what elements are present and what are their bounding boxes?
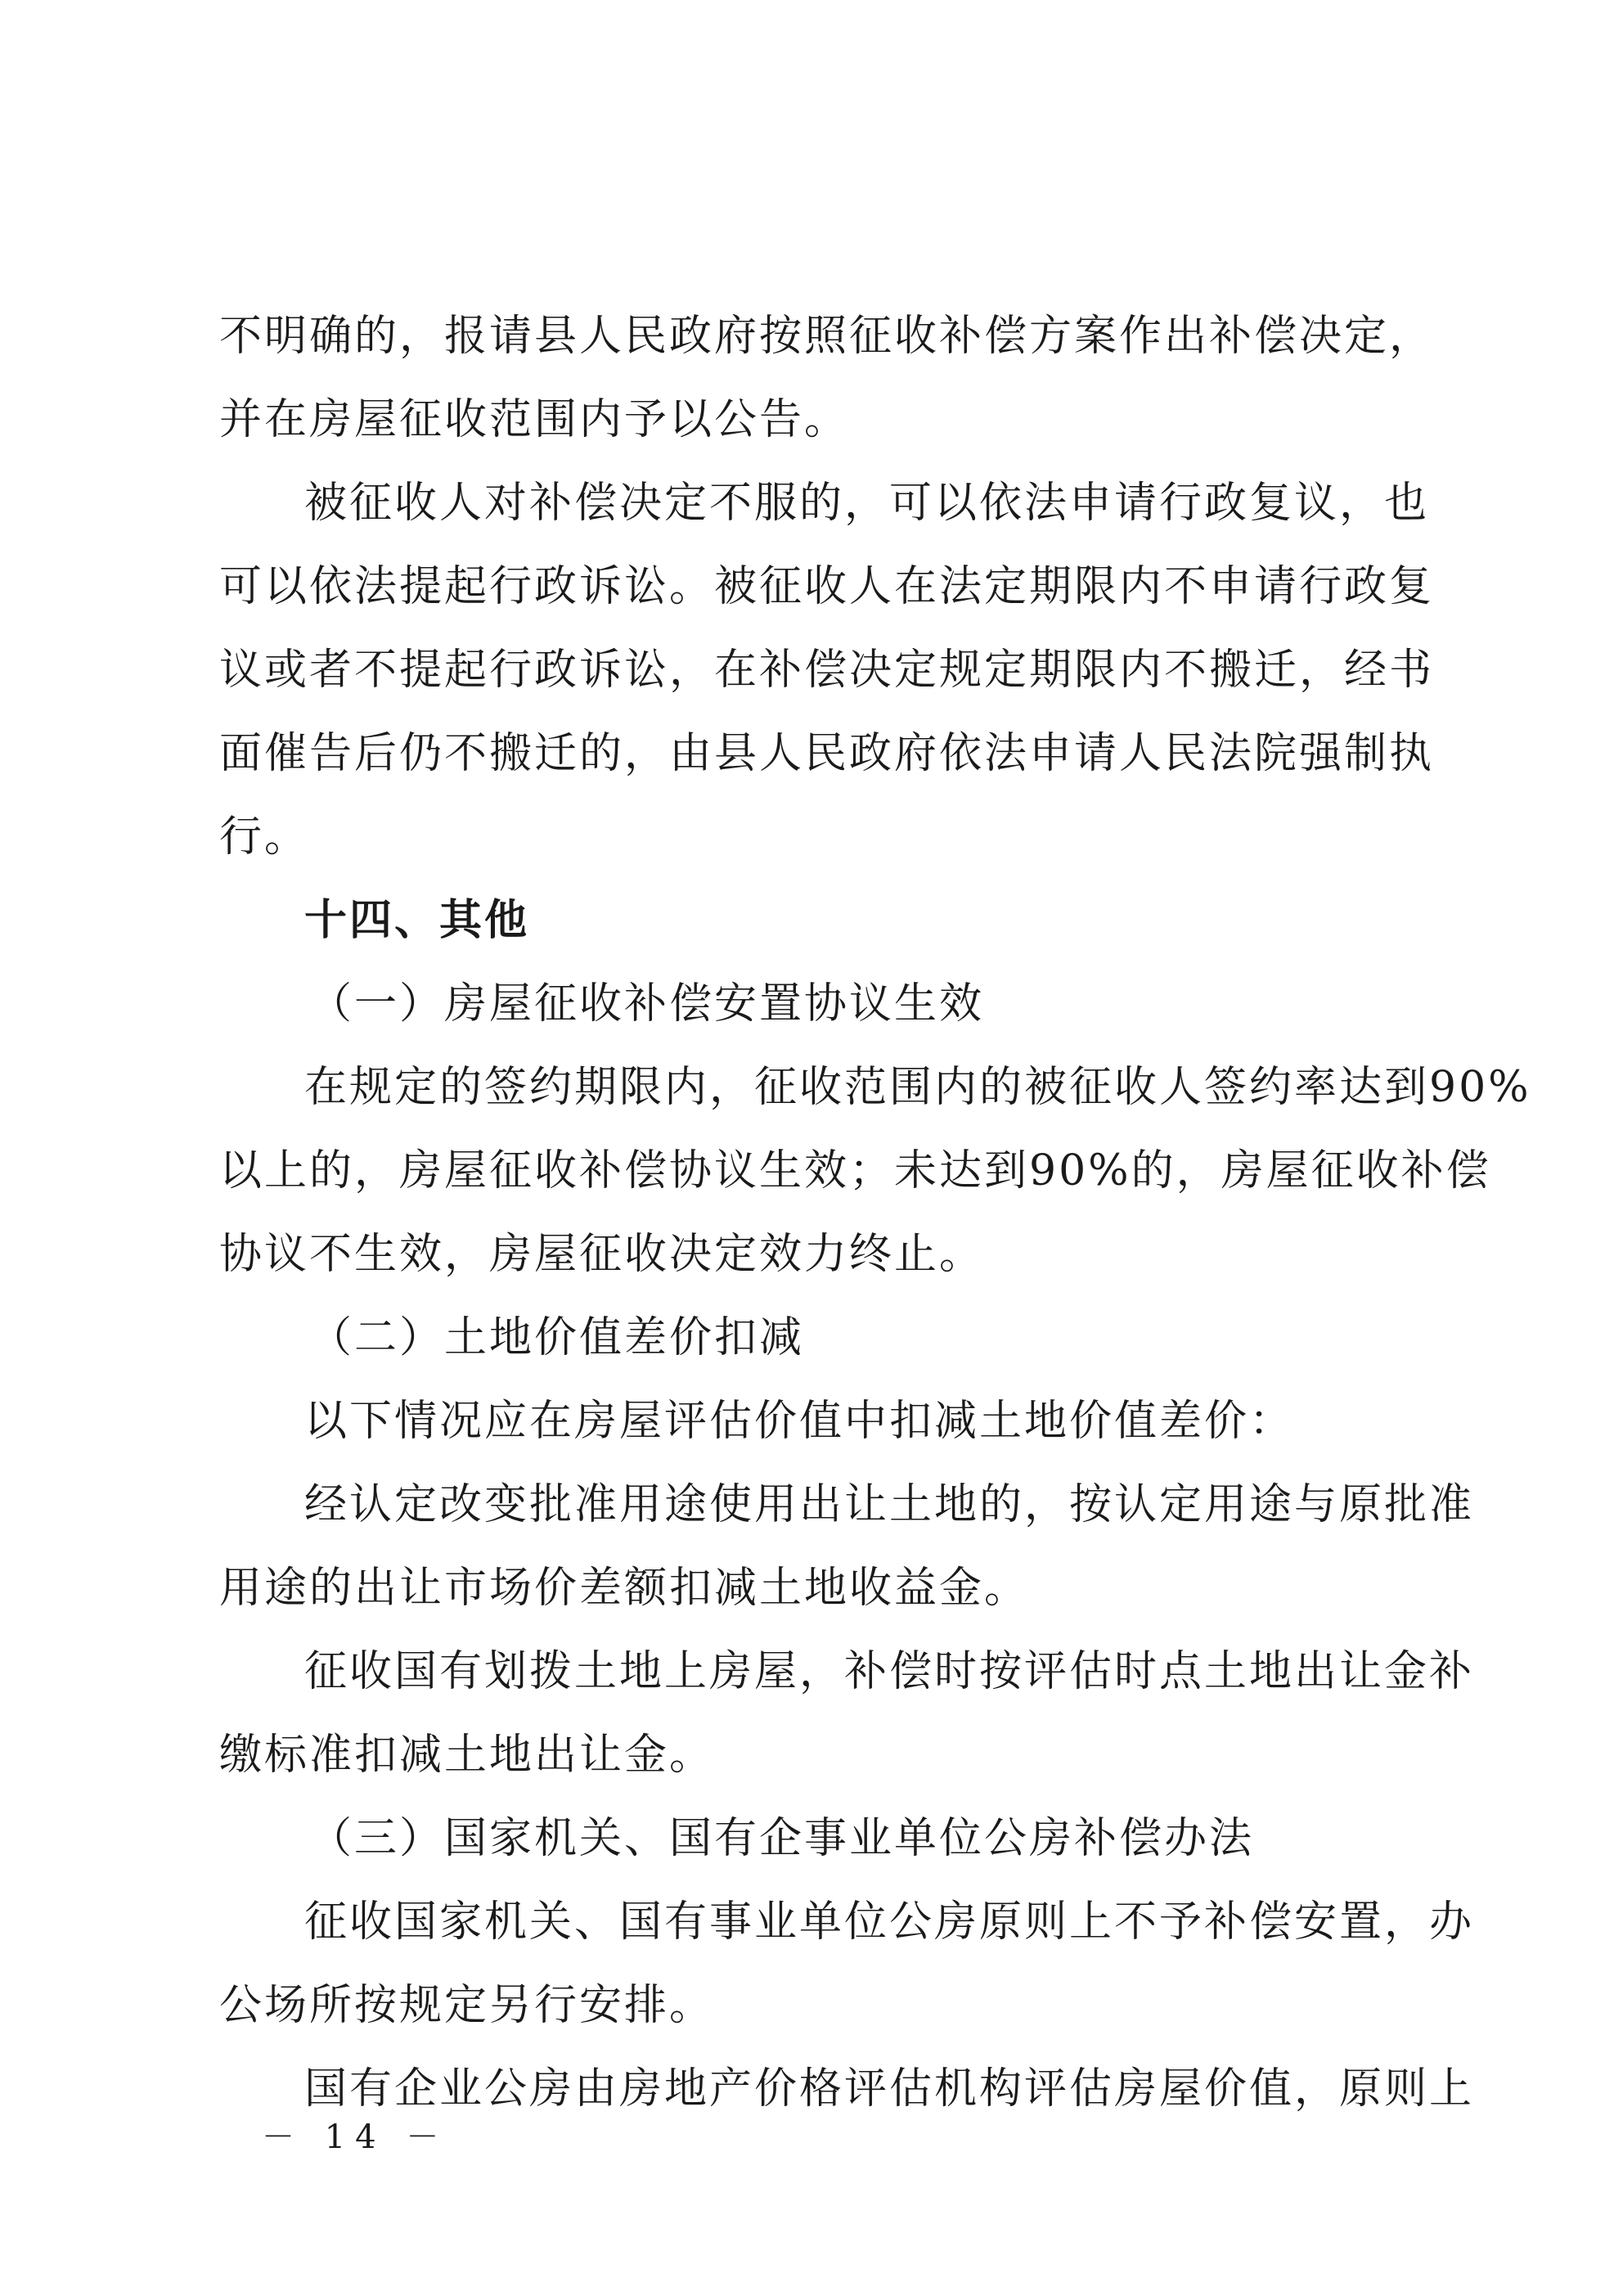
text-line: 以上的，房屋征收补偿协议生效；未达到90%的，房屋征收补偿: [219, 1146, 1491, 1195]
text-line: 国有企业公房由房地产价格评估机构评估房屋价值，原则上: [304, 2064, 1475, 2114]
text-line: 面催告后仍不搬迁的，由县人民政府依法申请人民法院强制执: [219, 729, 1435, 778]
text-line: 协议不生效，房屋征收决定效力终止。: [219, 1230, 985, 1279]
document-body: [219, 295, 1531, 2131]
text-line: 被征收人对补偿决定不服的，可以依法申请行政复议，也: [304, 479, 1430, 528]
text-line: 议或者不提起行政诉讼，在补偿决定规定期限内不搬迁，经书: [219, 646, 1435, 695]
page-number: － 14 －: [262, 2118, 449, 2156]
text-line: 用途的出让市场价差额扣减土地收益金。: [219, 1564, 1030, 1613]
text-line: 征收国有划拨土地上房屋，补偿时按评估时点土地出让金补: [304, 1647, 1475, 1696]
text-line: 不明确的，报请县人民政府按照征收补偿方案作出补偿决定，: [219, 312, 1435, 361]
subsection-heading: （二）土地价值差价扣减: [309, 1313, 805, 1362]
text-line: 缴标准扣减土地出让金。: [219, 1731, 715, 1780]
text-line: 公场所按规定另行安排。: [219, 1981, 715, 2030]
text-line: 征收国家机关、国有事业单位公房原则上不予补偿安置，办: [304, 1898, 1475, 1947]
text-line: 经认定改变批准用途使用出让土地的，按认定用途与原批准: [304, 1480, 1475, 1529]
text-line: 并在房屋征收范围内予以公告。: [219, 395, 850, 444]
text-line: 行。: [219, 813, 310, 862]
subsection-heading: （一）房屋征收补偿安置协议生效: [309, 979, 985, 1029]
text-line: 以下情况应在房屋评估价值中扣减土地价值差价：: [304, 1397, 1295, 1446]
subsection-heading: （三）国家机关、国有企事业单位公房补偿办法: [309, 1814, 1255, 1863]
text-line: 在规定的签约期限内，征收范围内的被征收人签约率达到90%: [304, 1063, 1531, 1112]
section-heading: 十四、其他: [304, 896, 530, 945]
text-line: 可以依法提起行政诉讼。被征收人在法定期限内不申请行政复: [219, 562, 1435, 611]
